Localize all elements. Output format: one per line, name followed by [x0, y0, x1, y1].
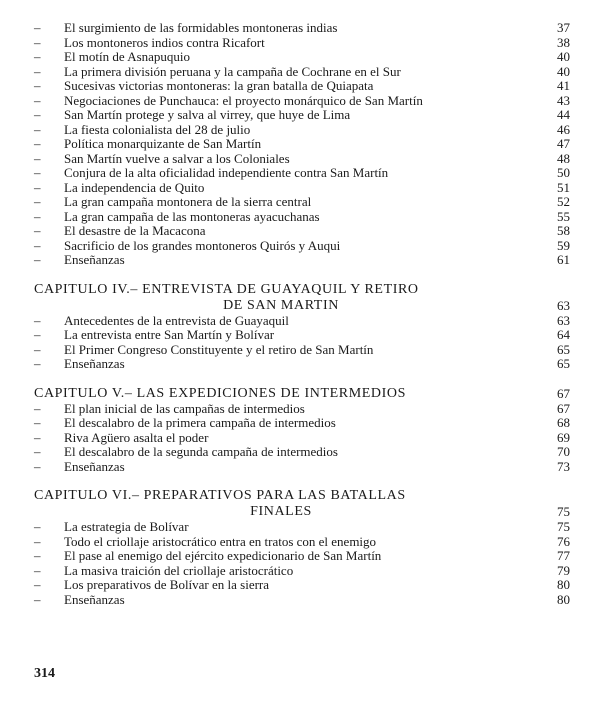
toc-entry	[34, 181, 570, 196]
entry-dash: –	[34, 223, 41, 238]
toc-entry	[34, 137, 570, 152]
entry-title: Enseñanzas	[64, 356, 125, 371]
chapter-title-continued: DE SAN MARTIN	[223, 297, 339, 313]
entry-page-number: 51	[557, 179, 570, 195]
entry-title: Los montoneros indios contra Ricafort	[64, 34, 265, 50]
entry-page-number: 50	[557, 165, 570, 180]
chapter-title: CAPITULO V.– LAS EXPEDICIONES DE INTERMEDIOS	[34, 385, 406, 401]
chapter-title: CAPITULO IV.– ENTREVISTA DE GUAYAQUIL Y RETIRO	[34, 281, 419, 297]
entry-title: Enseñanzas	[64, 458, 125, 474]
chapter-page-number: 75	[557, 504, 570, 519]
toc-entry	[34, 343, 570, 358]
entry-dash: –	[34, 444, 41, 459]
section-gap	[34, 474, 570, 488]
entry-dash: –	[34, 356, 41, 371]
section-gap	[34, 268, 570, 282]
entry-title: Negociaciones de Punchauca: el proyecto monárquico de San Martín	[64, 92, 423, 108]
entry-title: El descalabro de la segunda campaña de intermedios	[64, 444, 338, 459]
toc-entry	[34, 79, 570, 94]
entry-page-number: 40	[557, 49, 570, 64]
entry-page-number: 80	[557, 577, 570, 592]
entry-title: Enseñanzas	[64, 252, 125, 267]
toc-entry	[34, 123, 570, 138]
entry-page-number: 59	[557, 237, 570, 253]
entry-dash: –	[34, 591, 41, 607]
entry-page-number: 76	[557, 533, 570, 549]
toc-entry	[34, 416, 570, 431]
entry-page-number: 47	[557, 136, 570, 151]
entry-page-number: 70	[557, 444, 570, 459]
entry-page-number: 80	[557, 591, 570, 607]
entry-page-number: 46	[557, 121, 570, 137]
toc-entry	[34, 431, 570, 446]
toc-entry	[34, 210, 570, 225]
entry-dash: –	[34, 341, 41, 357]
entry-dash: –	[34, 20, 41, 35]
entry-page-number: 64	[557, 327, 570, 342]
toc-entry	[34, 549, 570, 564]
toc-entry	[34, 166, 570, 181]
entry-title: Antecedentes de la entrevista de Guayaquil	[64, 312, 289, 328]
toc-entry	[34, 578, 570, 593]
entry-dash: –	[34, 519, 41, 534]
entry-page-number: 73	[557, 458, 570, 474]
entry-title: El pase al enemigo del ejército expedicionario de San Martín	[64, 548, 382, 563]
entry-page-number: 38	[557, 34, 570, 50]
entry-title: La primera división peruana y la campaña de Cochrane en el Sur	[64, 63, 401, 79]
toc-entry	[34, 445, 570, 460]
entry-title: Riva Agüero asalta el poder	[64, 429, 209, 445]
toc-entry	[34, 520, 570, 535]
entry-title: Sucesivas victorias montoneras: la gran batalla de Quiapata	[64, 78, 374, 93]
chapter-page-number: 67	[557, 385, 570, 401]
entry-dash: –	[34, 400, 41, 416]
entry-dash: –	[34, 92, 41, 108]
entry-dash: –	[34, 327, 41, 342]
chapter-heading	[34, 488, 570, 520]
entry-title: La independencia de Quito	[64, 179, 205, 195]
entry-page-number: 37	[557, 20, 570, 35]
entry-dash: –	[34, 252, 41, 267]
entry-page-number: 48	[557, 150, 570, 166]
toc-entry	[34, 94, 570, 109]
entry-dash: –	[34, 107, 41, 122]
entry-dash: –	[34, 548, 41, 563]
toc-entry	[34, 108, 570, 123]
toc-entry	[34, 239, 570, 254]
entry-dash: –	[34, 562, 41, 578]
chapter-heading	[34, 386, 570, 402]
entry-dash: –	[34, 577, 41, 592]
entry-dash: –	[34, 194, 41, 209]
entry-dash: –	[34, 312, 41, 328]
entry-dash: –	[34, 165, 41, 180]
entry-title: Enseñanzas	[64, 591, 125, 607]
entry-title: Política monarquizante de San Martín	[64, 136, 262, 151]
chapter-title-continued: FINALES	[250, 504, 312, 519]
entry-title: Conjura de la alta oficialidad independiente contra San Martín	[64, 165, 389, 180]
entry-title: La entrevista entre San Martín y Bolívar	[64, 327, 275, 342]
toc-entry	[34, 152, 570, 167]
entry-title: La gran campaña montonera de la sierra central	[64, 194, 312, 209]
entry-title: San Martín vuelve a salvar a los Coloniales	[64, 150, 290, 166]
entry-dash: –	[34, 458, 41, 474]
entry-page-number: 65	[557, 341, 570, 357]
toc-entry	[34, 50, 570, 65]
entry-title: La masiva traición del criollaje aristocrático	[64, 562, 294, 578]
table-of-contents	[34, 21, 570, 607]
entry-dash: –	[34, 63, 41, 79]
chapter-heading	[34, 282, 570, 314]
entry-dash: –	[34, 429, 41, 445]
entry-title: El descalabro de la primera campaña de intermedios	[64, 415, 336, 430]
entry-title: La gran campaña de las montoneras ayacuchanas	[64, 208, 320, 224]
entry-page-number: 61	[557, 252, 570, 267]
entry-page-number: 44	[557, 107, 570, 122]
entry-title: Sacrificio de los grandes montoneros Quirós y Auqui	[64, 237, 341, 253]
entry-page-number: 68	[557, 415, 570, 430]
entry-title: El plan inicial de las campañas de intermedios	[64, 400, 305, 416]
toc-entry	[34, 253, 570, 268]
toc-entry	[34, 328, 570, 343]
page-number: 314	[34, 666, 55, 681]
entry-title: El Primer Congreso Constituyente y el retiro de San Martín	[64, 341, 374, 357]
entry-dash: –	[34, 179, 41, 195]
entry-dash: –	[34, 533, 41, 549]
entry-dash: –	[34, 208, 41, 224]
entry-page-number: 79	[557, 562, 570, 578]
toc-entry	[34, 357, 570, 372]
entry-page-number: 40	[557, 63, 570, 79]
entry-title: San Martín protege y salva al virrey, que huye de Lima	[64, 107, 351, 122]
entry-title: La fiesta colonialista del 28 de julio	[64, 121, 251, 137]
entry-dash: –	[34, 78, 41, 93]
toc-entry	[34, 65, 570, 80]
toc-entry	[34, 460, 570, 475]
toc-entry	[34, 535, 570, 550]
entry-page-number: 58	[557, 223, 570, 238]
toc-entry	[34, 314, 570, 329]
toc-entry	[34, 36, 570, 51]
entry-page-number: 41	[557, 78, 570, 93]
entry-title: El motín de Asnapuquio	[64, 49, 191, 64]
toc-entry	[34, 402, 570, 417]
toc-entry	[34, 564, 570, 579]
entry-title: Los preparativos de Bolívar en la sierra	[64, 577, 270, 592]
chapter-title: CAPITULO VI.– PREPARATIVOS PARA LAS BATALLAS	[34, 488, 406, 503]
entry-title: El desastre de la Macacona	[64, 223, 206, 238]
entry-title: Todo el criollaje aristocrático entra en tratos con el enemigo	[64, 533, 377, 549]
entry-title: El surgimiento de las formidables montoneras indias	[64, 20, 338, 35]
entry-dash: –	[34, 415, 41, 430]
entry-page-number: 65	[557, 356, 570, 371]
entry-dash: –	[34, 34, 41, 50]
chapter-page-number: 63	[557, 297, 570, 313]
entry-dash: –	[34, 121, 41, 137]
entry-page-number: 75	[557, 519, 570, 534]
section-gap	[34, 372, 570, 386]
entry-title: La estrategia de Bolívar	[64, 519, 189, 534]
entry-dash: –	[34, 49, 41, 64]
entry-page-number: 43	[557, 92, 570, 108]
entry-page-number: 63	[557, 312, 570, 328]
entry-page-number: 52	[557, 194, 570, 209]
entry-page-number: 55	[557, 208, 570, 224]
toc-entry	[34, 195, 570, 210]
toc-entry	[34, 224, 570, 239]
toc-entry	[34, 21, 570, 36]
entry-dash: –	[34, 136, 41, 151]
entry-page-number: 77	[557, 548, 570, 563]
entry-page-number: 69	[557, 429, 570, 445]
toc-entry	[34, 593, 570, 608]
entry-dash: –	[34, 150, 41, 166]
entry-page-number: 67	[557, 400, 570, 416]
entry-dash: –	[34, 237, 41, 253]
